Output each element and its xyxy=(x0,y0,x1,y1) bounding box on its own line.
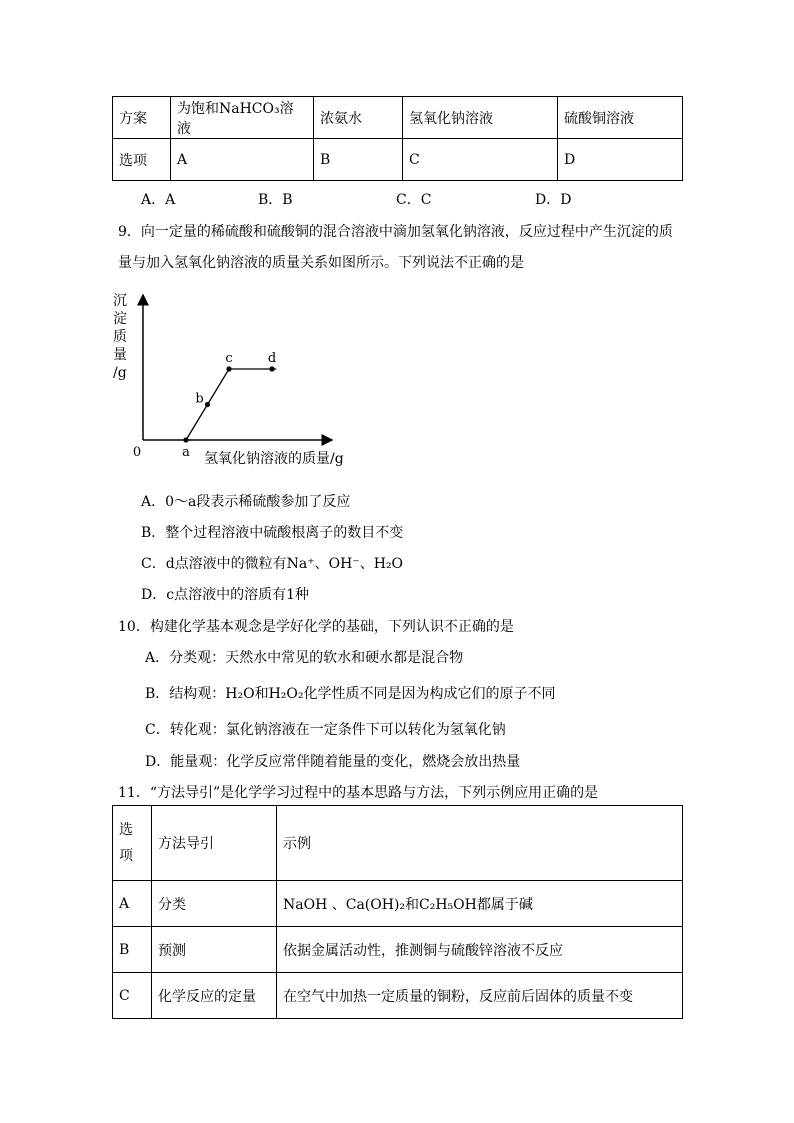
q10-option-b: B．结构观：H₂O和H₂O₂化学性质不同是因为构成它们的原子不同 xyxy=(145,686,556,702)
table-cell: 硫酸铜溶液 xyxy=(558,97,683,139)
q10-option-c: C．转化观：氯化钠溶液在一定条件下可以转化为氢氧化钠 xyxy=(145,722,506,738)
data-point-a xyxy=(183,437,188,442)
y-axis-label-char: 质 xyxy=(113,329,127,345)
table-cell: 方法导引 xyxy=(152,806,277,881)
data-point-b xyxy=(205,402,210,407)
q8-option-d: D．D xyxy=(535,192,572,208)
table-cell: NaOH 、Ca(OH)₂和C₂H₅OH都属于碱 xyxy=(277,881,683,927)
x-axis-label: 氢氧化钠溶液的质量/g xyxy=(204,451,344,467)
q11-stem: 11．“方法导引”是化学学习过程中的基本思路与方法，下列示例应用正确的是 xyxy=(118,785,599,801)
table-cell: B xyxy=(113,927,152,973)
table-row xyxy=(113,973,683,1019)
y-axis-label-char: 淀 xyxy=(113,311,127,327)
q8-option-c: C．C xyxy=(396,192,432,208)
data-point-label-b: b xyxy=(195,391,204,407)
q9-stem-line2: 量与加入氢氧化钠溶液的质量关系如图所示。下列说法不正确的是 xyxy=(118,255,524,271)
table-cell: B xyxy=(314,139,403,181)
q9-option-c: C．d点溶液中的微粒有Na⁺、OH⁻、H₂O xyxy=(141,556,404,572)
table-cell: 在空气中加热一定质量的铜粉，反应前后固体的质量不变 xyxy=(277,973,683,1019)
data-point-c xyxy=(226,366,231,371)
table-cell: 示例 xyxy=(277,806,683,881)
origin-label: 0 xyxy=(132,445,142,460)
table-cell: 氢氧化钠溶液 xyxy=(403,97,558,139)
q8-option-a: A．A xyxy=(141,192,176,208)
table-cell: 选项 xyxy=(113,806,152,881)
data-point-label-d: d xyxy=(267,351,277,366)
table-row xyxy=(113,139,683,181)
q8-option-b: B．B xyxy=(258,192,293,208)
q10-option-a: A．分类观：天然水中常见的软水和硬水都是混合物 xyxy=(145,650,464,666)
table-cell: D xyxy=(558,139,683,181)
plot-area xyxy=(182,351,276,460)
table-cell: 预测 xyxy=(152,927,277,973)
table-cell: A xyxy=(113,881,152,927)
scheme-table xyxy=(112,96,683,181)
table-cell: 化学反应的定量 xyxy=(152,973,277,1019)
table-row xyxy=(113,806,683,881)
q10-stem: 10．构建化学基本观念是学好化学的基础，下列认识不正确的是 xyxy=(118,619,514,635)
table-cell: 方案 xyxy=(113,97,171,139)
table-cell: 为饱和NaHCO₃溶液 xyxy=(171,97,314,139)
table-row xyxy=(113,97,683,139)
y-axis-label-char: 沉 xyxy=(113,293,127,309)
y-axis-label-char: 量 xyxy=(113,347,127,363)
y-axis-label xyxy=(113,293,127,381)
data-point-d xyxy=(269,366,274,371)
table-cell: A xyxy=(171,139,314,181)
method-table xyxy=(112,805,683,1019)
table-cell: 浓氨水 xyxy=(314,97,403,139)
table-cell: 选项 xyxy=(113,139,171,181)
table-row xyxy=(113,881,683,927)
q9-option-b: B．整个过程溶液中硫酸根离子的数目不变 xyxy=(141,525,404,541)
q10-option-d: D．能量观：化学反应常伴随着能量的变化，燃烧会放出热量 xyxy=(145,754,521,770)
precipitate-chart xyxy=(110,285,370,475)
table-row xyxy=(113,927,683,973)
q9-option-a: A．0～a段表示稀硫酸参加了反应 xyxy=(141,494,351,510)
table-cell: C xyxy=(403,139,558,181)
q9-option-d: D．c点溶液中的溶质有1种 xyxy=(141,587,309,603)
q9-stem-line1: 9．向一定量的稀硫酸和硫酸铜的混合溶液中滴加氢氧化钠溶液，反应过程中产生沉淀的质 xyxy=(118,224,673,240)
table-cell: C xyxy=(113,973,152,1019)
data-point-label-c: c xyxy=(225,351,233,366)
table-cell: 依据金属活动性，推测铜与硫酸锌溶液不反应 xyxy=(277,927,683,973)
y-axis-label-char: /g xyxy=(113,365,127,381)
table-cell: 分类 xyxy=(152,881,277,927)
data-point-label-a: a xyxy=(182,445,190,460)
